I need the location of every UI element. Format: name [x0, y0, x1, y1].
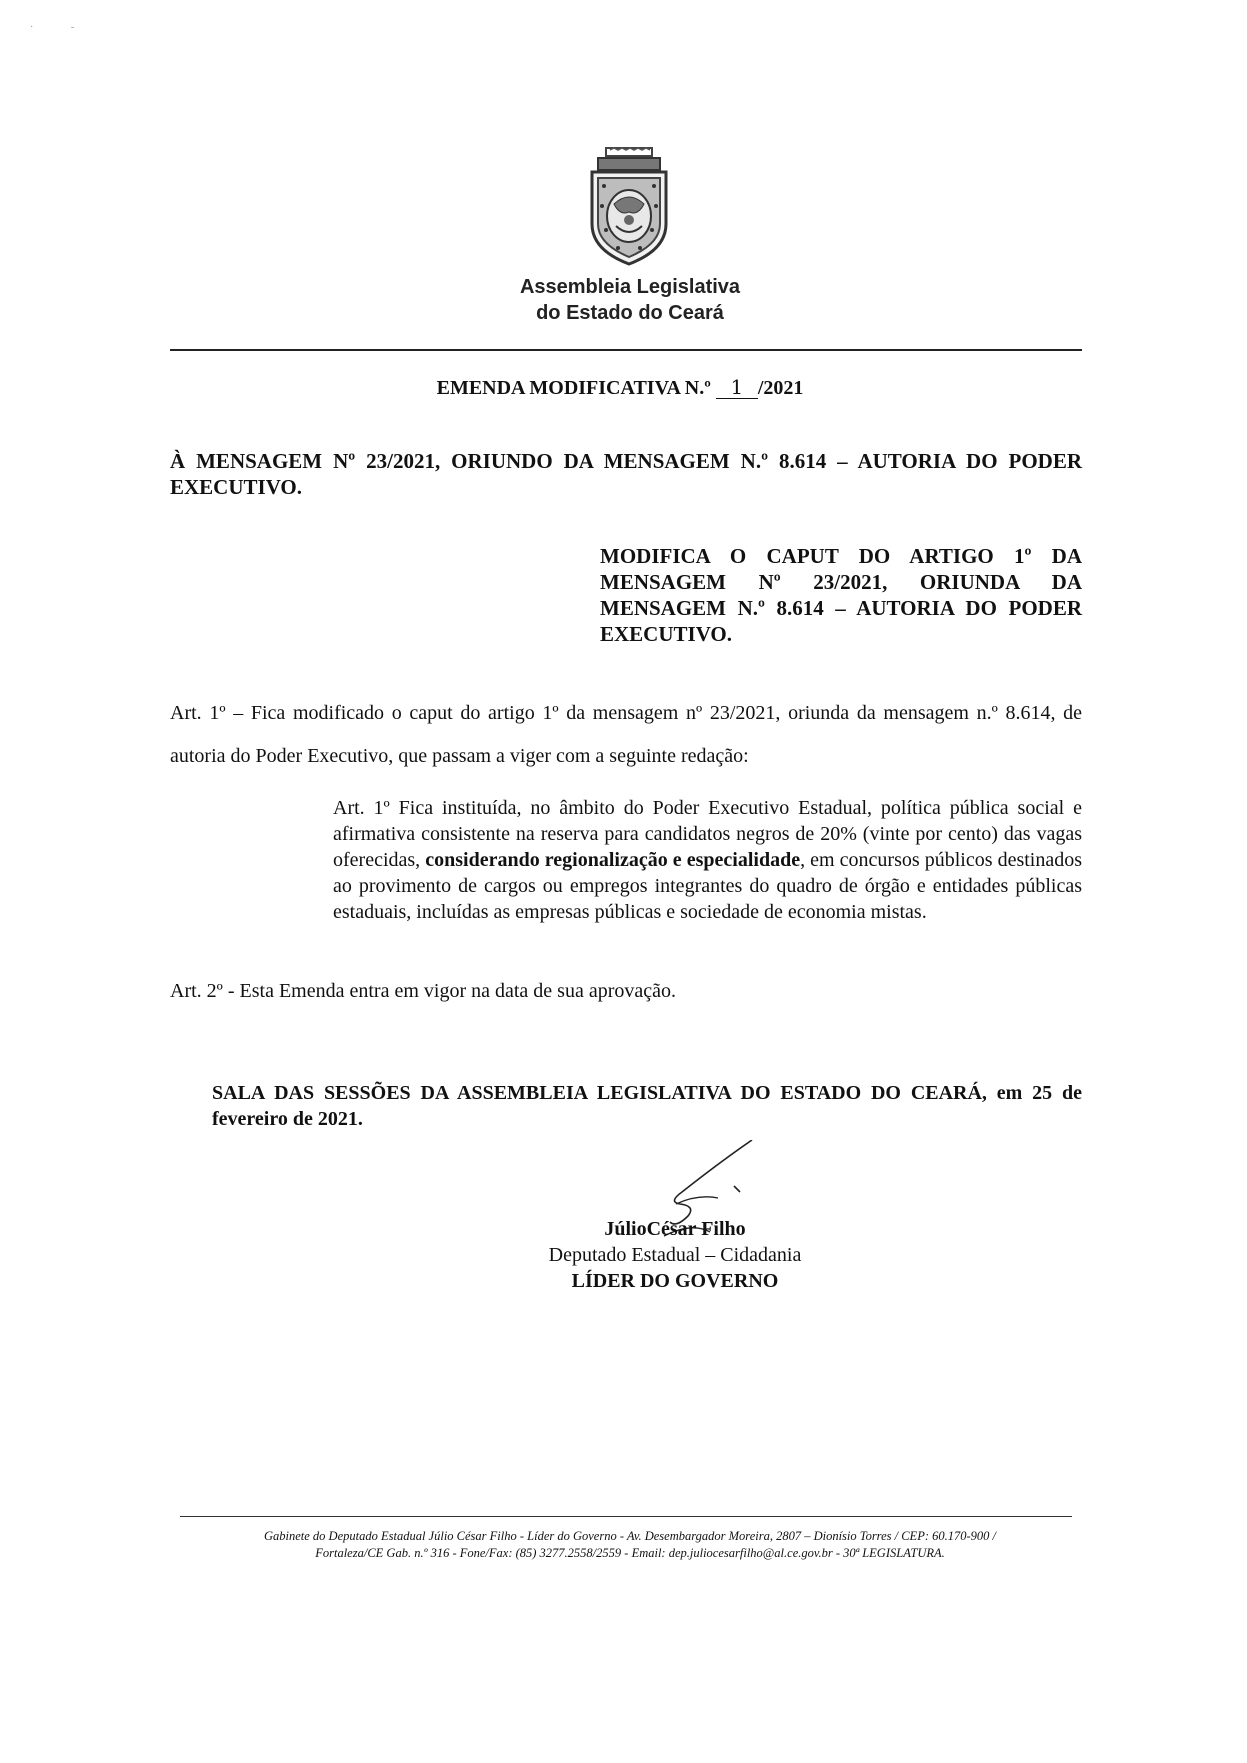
- title-prefix: EMENDA MODIFICATIVA N.º: [436, 377, 711, 399]
- scan-marks: · -: [30, 22, 75, 33]
- title-suffix: /2021: [757, 377, 804, 399]
- amendment-number: 1: [716, 376, 758, 399]
- quoted-article-part2: , em concursos públicos destinados ao provimento de cargos ou empregos integrantes do quadro de órgão e entidades públicas estaduais, incluídas as empresas públicas e sociedade de economia mistas.: [333, 849, 1083, 923]
- institution-name-line1: Assembleia Legislativa: [519, 276, 741, 298]
- ementa: MODIFICA O CAPUT DO ARTIGO 1º DA MENSAGEM Nº 23/2021, ORIUNDA DA MENSAGEM N.º 8.614 – AUTORIA DO PODER EXECUTIVO.: [600, 544, 1082, 646]
- header-divider: [170, 349, 1082, 351]
- article-1: Art. 1º – Fica modificado o caput do artigo 1º da mensagem nº 23/2021, oriunda da mensagem n.º 8.614, de autoria do Poder Executivo, que passam a viger com a seguinte redação:: [170, 702, 1082, 767]
- quoted-article-emphasis: considerando regionalização e especialidade: [425, 849, 801, 871]
- amendment-title: [170, 376, 1070, 400]
- article-2: Art. 2º - Esta Emenda entra em vigor na data de sua aprovação.: [170, 980, 676, 1002]
- quoted-article: [333, 795, 1082, 925]
- footer-line1: Gabinete do Deputado Estadual Júlio César Filho - Líder do Governo - Av. Desembargador Moreira, 2807 – Dionísio Torres / CEP: 60.170-900 /: [263, 1529, 997, 1543]
- message-reference: À MENSAGEM Nº 23/2021, ORIUNDO DA MENSAGEM N.º 8.614 – AUTORIA DO PODER EXECUTIVO.: [170, 449, 1082, 499]
- signer-title: LÍDER DO GOVERNO: [571, 1270, 779, 1292]
- signer-role: Deputado Estadual – Cidadania: [548, 1244, 802, 1266]
- quoted-article-part1: Art. 1º Fica instituída, no âmbito do Poder Executivo Estadual, política pública social e afirmativa consistente na reserva para candidatos negros de 20% (vinte por cento) das vagas oferecidas,: [333, 797, 1082, 871]
- institution-name-line2: do Estado do Ceará: [536, 302, 724, 324]
- footer-divider: [180, 1516, 1072, 1517]
- footer-line2: Fortaleza/CE Gab. n.º 316 - Fone/Fax: (85) 3277.2558/2559 - Email: dep.juliocesarfilho@al.ce.gov.br - 30ª LEGISLATURA.: [315, 1546, 945, 1560]
- ceara-coat-of-arms-icon: [584, 146, 674, 268]
- footer-address: [170, 1528, 1090, 1562]
- session-statement: SALA DAS SESSÕES DA ASSEMBLEIA LEGISLATIVA DO ESTADO DO CEARÁ, em 25 de fevereiro de 2021.: [212, 1082, 1082, 1130]
- signer-name: JúlioCésar Filho: [604, 1218, 746, 1240]
